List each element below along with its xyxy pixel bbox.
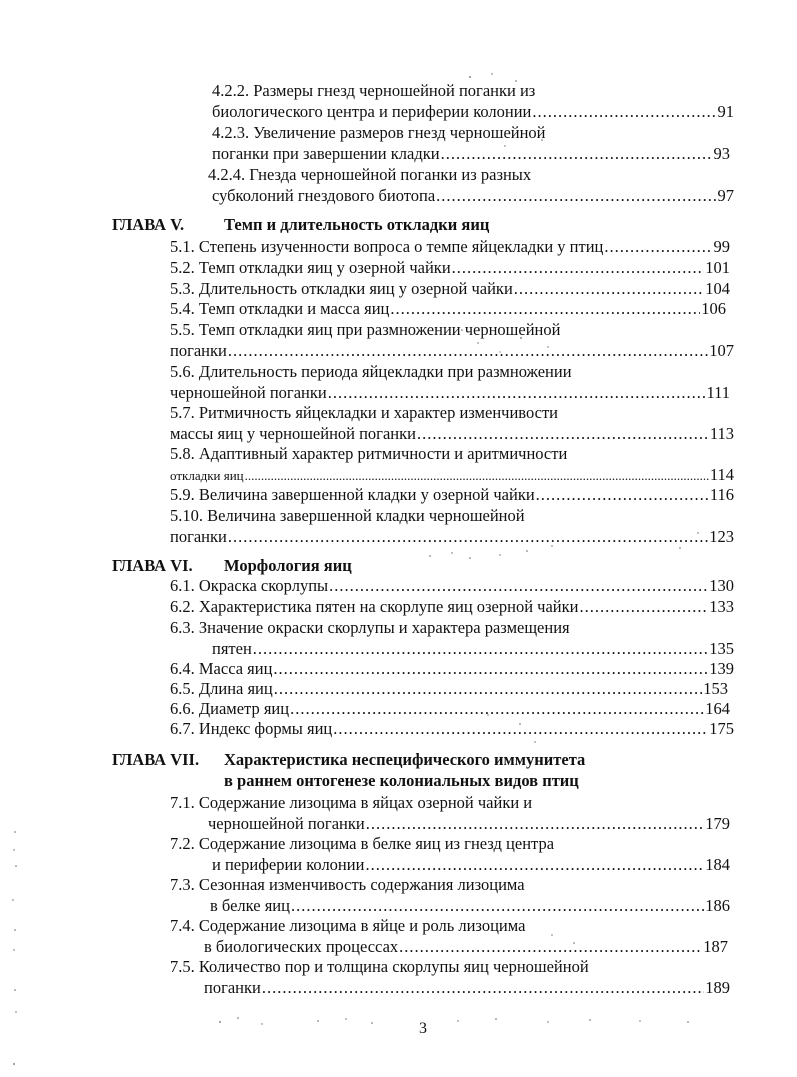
toc-entry-text: 5.2. Темп откладки яиц у озерной чайки	[170, 258, 451, 277]
toc-page-number: 99	[713, 237, 730, 256]
toc-entry-4-2-4-line1: 4.2.4. Гнезда черношейной поганки из разных	[208, 165, 532, 184]
chapter-7-heading[interactable]	[112, 749, 585, 771]
toc-page-number: 164	[705, 699, 730, 718]
toc-page-number: 101	[705, 258, 730, 277]
toc-entry-7-2[interactable]	[212, 854, 730, 876]
chapter-6-heading[interactable]	[112, 555, 352, 577]
toc-entry-4-2-3[interactable]	[212, 143, 730, 165]
toc-entry-5-5-line1: 5.5. Темп откладки яиц при размножении черношейной	[170, 320, 561, 339]
toc-page-number: 189	[705, 978, 730, 997]
toc-entry-5-6[interactable]	[170, 382, 730, 404]
toc-entry-text: черношейной поганки	[170, 383, 327, 402]
toc-page-number: 123	[709, 527, 734, 546]
toc-entry-5-8[interactable]	[170, 464, 734, 486]
toc-entry-text: 6.1. Окраска скорлупы	[170, 576, 329, 595]
chapter-title: Темп и длительность откладки яиц	[224, 215, 490, 234]
toc-entry-text: пятен	[212, 639, 252, 658]
toc-entry-6-6[interactable]	[170, 698, 730, 720]
toc-entry-text: 6.2. Характеристика пятен на скорлупе яиц озерной чайки	[170, 597, 579, 616]
page-number: 3	[419, 1020, 427, 1037]
chapter-title: Морфология яиц	[224, 556, 352, 575]
toc-entry-text: 5.9. Величина завершенной кладки у озерной чайки	[170, 485, 535, 504]
toc-entry-text: поганки	[170, 527, 227, 546]
toc-entry-4-2-2-line1: 4.2.2. Размеры гнезд черношейной поганки из	[212, 81, 536, 100]
toc-entry-text: 6.5. Длина яиц	[170, 679, 273, 698]
toc-page-number: 153	[703, 679, 728, 698]
toc-entry-text: 5.1. Степень изученности вопроса о темпе яйцекладки у птиц	[170, 237, 604, 256]
toc-entry-text: 6.6. Диаметр яиц	[170, 699, 290, 718]
toc-entry-text: и периферии колонии	[212, 855, 365, 874]
toc-page-number: 175	[709, 719, 734, 738]
toc-entry-text: 5.3. Длительность откладки яиц у озерной чайки	[170, 279, 513, 298]
toc-entry-6-4[interactable]	[170, 658, 734, 680]
chapter-5-heading[interactable]	[112, 214, 489, 236]
toc-entry-5-4[interactable]	[170, 298, 726, 320]
toc-entry-7-1[interactable]	[208, 813, 730, 835]
toc-page-number: 135	[709, 639, 734, 658]
toc-entry-text: поганки при завершении кладки	[212, 144, 440, 163]
toc-entry-text: 5.4. Темп откладки и масса яиц	[170, 299, 390, 318]
toc-page-number: 187	[703, 937, 728, 956]
toc-entry-6-1[interactable]	[170, 575, 734, 597]
toc-entry-text: биологического центра и периферии колонии	[212, 102, 532, 121]
toc-page-number: 179	[705, 814, 730, 833]
toc-entry-5-6-line1: 5.6. Длительность периода яйцекладки при размножении	[170, 362, 572, 381]
toc-entry-text: черношейной поганки	[208, 814, 365, 833]
toc-entry-5-10-line1: 5.10. Величина завершенной кладки черношейной	[170, 506, 525, 525]
toc-page-number: 91	[717, 102, 734, 121]
toc-entry-4-2-4[interactable]	[212, 185, 734, 207]
toc-entry-4-2-2[interactable]	[212, 101, 734, 123]
toc-entry-text: поганки	[170, 341, 227, 360]
chapter-title: Характеристика неспецифического иммунитета	[224, 750, 586, 769]
toc-entry-text: массы яиц у черношейной поганки	[170, 424, 416, 443]
toc-entry-text: 6.7. Индекс формы яиц	[170, 719, 333, 738]
toc-entry-5-8-line1: 5.8. Адаптивный характер ритмичности и аритмичности	[170, 444, 568, 463]
toc-entry-4-2-3-line1: 4.2.3. Увеличение размеров гнезд черношейной	[212, 123, 546, 142]
toc-entry-text: в белке яиц	[210, 896, 290, 915]
toc-entry-5-7-line1: 5.7. Ритмичность яйцекладки и характер изменчивости	[170, 403, 558, 422]
toc-page-number: 104	[705, 279, 730, 298]
toc-page-number: 184	[705, 855, 730, 874]
toc-entry-6-3[interactable]	[212, 638, 734, 660]
toc-entry-7-5[interactable]	[204, 977, 730, 999]
chapter-label: ГЛАВА VI.	[112, 556, 193, 575]
toc-entry-5-5[interactable]	[170, 340, 734, 362]
toc-entry-7-4[interactable]	[204, 936, 728, 958]
toc-page-number: 116	[709, 485, 734, 504]
toc-entry-6-3-line1: 6.3. Значение окраски скорлупы и характера размещения	[170, 618, 570, 637]
toc-entry-6-5[interactable]	[170, 678, 728, 700]
toc-page-number: 186	[705, 896, 730, 915]
toc-entry-7-5-line1: 7.5. Количество пор и толщина скорлупы яиц черношейной	[170, 957, 589, 976]
chapter-label: ГЛАВА VII.	[112, 750, 200, 769]
toc-page-number: 114	[709, 465, 734, 484]
toc-entry-text: откладки яиц	[170, 468, 244, 483]
toc-entry-5-10[interactable]	[170, 526, 734, 548]
toc-page-number: 130	[709, 576, 734, 595]
toc-entry-5-9[interactable]	[170, 484, 734, 506]
toc-entry-text: в биологических процессах	[204, 937, 399, 956]
toc-entry-7-3-line1: 7.3. Сезонная изменчивость содержания лизоцима	[170, 875, 525, 894]
toc-page-number: 106	[701, 299, 726, 318]
toc-page-number: 111	[706, 383, 730, 402]
chapter-7-title-line2: в раннем онтогенезе колониальных видов птиц	[224, 771, 579, 790]
toc-entry-text: 6.4. Масса яиц	[170, 659, 273, 678]
toc-entry-5-2[interactable]	[170, 257, 730, 279]
toc-entry-text: поганки	[204, 978, 261, 997]
toc-entry-7-3[interactable]	[210, 895, 730, 917]
toc-page-number: 93	[713, 144, 730, 163]
toc-entry-5-1[interactable]	[170, 236, 730, 258]
toc-entry-7-4-line1: 7.4. Содержание лизоцима в яйце и роль лизоцима	[170, 916, 526, 935]
toc-entry-5-3[interactable]	[170, 278, 730, 300]
toc-page-number: 107	[709, 341, 734, 360]
toc-entry-7-2-line1: 7.2. Содержание лизоцима в белке яиц из гнезд центра	[170, 834, 555, 853]
toc-page-number: 139	[709, 659, 734, 678]
toc-page-number: 113	[709, 424, 734, 443]
chapter-label: ГЛАВА V.	[112, 215, 185, 234]
toc-entry-5-7[interactable]	[170, 423, 734, 445]
toc-entry-6-2[interactable]	[170, 596, 734, 618]
toc-entry-6-7[interactable]	[170, 718, 734, 740]
toc-page-number: 97	[717, 186, 734, 205]
toc-entry-7-1-line1: 7.1. Содержание лизоцима в яйцах озерной чайки и	[170, 793, 533, 812]
toc-entry-text: субколоний гнездового биотопа	[212, 186, 436, 205]
toc-page-number: 133	[709, 597, 734, 616]
